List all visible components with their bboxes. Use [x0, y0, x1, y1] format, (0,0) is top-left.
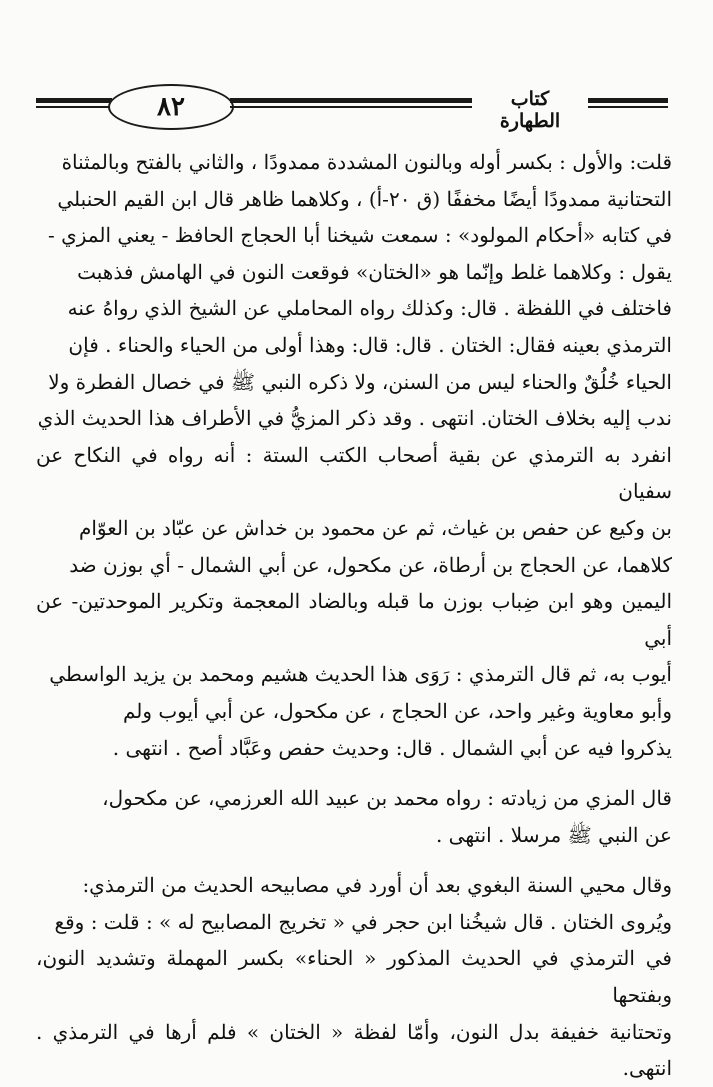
- page-header: [36, 68, 668, 138]
- text-line: يقول : وكلاهما غلط وإنّما هو «الختان» فوقعت النون في الهامش فذهبت: [77, 259, 672, 284]
- header-rule-right-thin: [588, 106, 668, 108]
- page-number: ٨٢: [108, 84, 234, 130]
- text-line: وأبو معاوية وغير واحد، عن الحجاج ، عن مكحول، عن أبي أيوب ولم: [122, 698, 672, 723]
- text-line: كلاهما، عن الحجاج بن أرطاة، عن مكحول، عن أبي الشمال - أي بوزن ضد: [69, 552, 672, 577]
- header-rule-left-thin: [36, 106, 112, 108]
- text-line: التحتانية ممدودًا أيضًا مخففًا (ق ٢٠-أ) ، وكلاهما ظاهر قال ابن القيم الحنبلي: [57, 186, 672, 211]
- header-rule-mid-thin: [230, 106, 472, 108]
- paragraph-1: [36, 144, 672, 766]
- running-title: كتاب الطهارة: [499, 88, 561, 132]
- text-line: قال المزي من زيادته : رواه محمد بن عبيد الله العرزمي، عن مكحول،: [102, 786, 672, 811]
- text-line: قلت: والأول : بكسر أوله وبالنون المشددة ممدودًا ، والثاني بالفتح وبالمثناة: [61, 150, 672, 174]
- text-line: فاختلف في اللفظة . قال: وكذلك رواه المحاملي عن الشيخ الذي رواهُ عنه: [67, 296, 672, 321]
- main-text: [36, 144, 672, 1087]
- text-line: اليمين وهو ابن ضِباب بوزن ما قبله وبالضاد المعجمة وتكرير الموحدتين- عن أبي: [36, 589, 672, 650]
- header-rule-mid-thick: [230, 98, 472, 103]
- text-line: بن وكيع عن حفص بن غياث، ثم عن محمود بن خداش عن عبّاد بن العوّام: [78, 515, 672, 540]
- text-line: ندب إليه بخلاف الختان. انتهى . وقد ذكر المزيُّ في الأطراف هذا الحديث الذي: [37, 406, 672, 431]
- text-line: أيوب به، ثم قال الترمذي : رَوَى هذا الحديث هشيم ومحمد بن يزيد الواسطي: [49, 662, 672, 687]
- text-line: انفرد به الترمذي عن بقية أصحاب الكتب الستة : أنه رواه في النكاح عن سفيان: [36, 442, 672, 504]
- text-line: عن النبي ﷺ مرسلا . انتهى .: [435, 822, 672, 847]
- text-line: ويُروى الختان . قال شيخُنا ابن حجر في « تخريج المصابيح له » : قلت : وقع: [54, 909, 672, 934]
- paragraph-2: [36, 780, 672, 853]
- paragraph-3: [36, 867, 672, 1087]
- header-rule-left-thick: [36, 98, 112, 103]
- text-line: في كتابه «أحكام المولود» : سمعت شيخنا أبا الحجاج الحافظ - يعني المزي -: [47, 223, 672, 248]
- text-line: الحياء خُلُقٌ والحناء ليس من السنن، ولا ذكره النبي ﷺ في خصال الفطرة ولا: [48, 369, 672, 394]
- text-line: في الترمذي في الحديث المذكور « الحناء» بكسر المهملة وتشديد النون، وبفتحها: [36, 946, 672, 1008]
- text-line: الترمذي بعينه فقال: الختان . قال: قال: وهذا أولى من الحياء والحناء . فإن: [68, 332, 672, 357]
- text-line: وتحتانية خفيفة بدل النون، وأمّا لفظة « الختان » فلم أرها في الترمذي . انتهى.: [36, 1019, 672, 1081]
- header-rule-right-thick: [588, 98, 668, 103]
- text-line: يذكروا فيه عن أبي الشمال . قال: وحديث حفص وعَبَّاد أصح . انتهى .: [112, 735, 672, 760]
- text-line: وقال محيي السنة البغوي بعد أن أورد في مصابيحه الحديث من الترمذي:: [82, 873, 672, 898]
